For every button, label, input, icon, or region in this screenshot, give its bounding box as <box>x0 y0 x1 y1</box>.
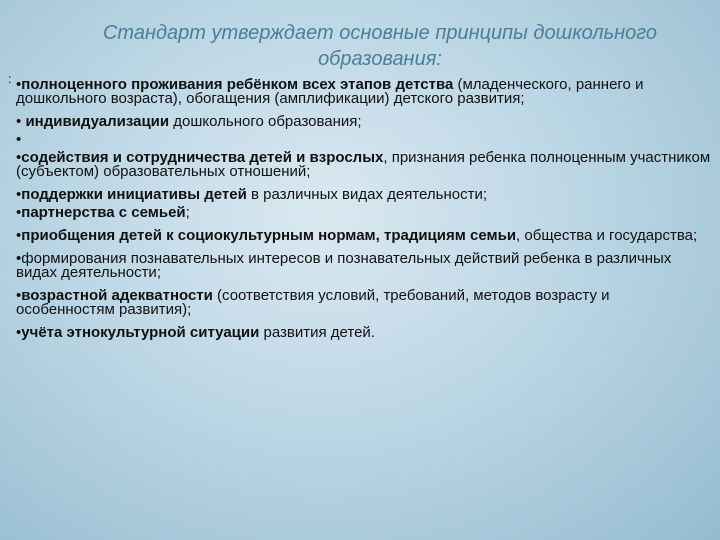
list-item <box>16 206 712 220</box>
item-text: в различных видах деятельности; <box>246 186 488 203</box>
item-text: (младенческого, раннего и дошкольного возраста), обогащения (амплификации) детского развития; <box>16 76 644 107</box>
item-bold: учёта этнокультурной ситуации <box>21 324 260 341</box>
list-item <box>16 289 712 317</box>
principles-list <box>16 78 712 349</box>
item-text: ; <box>185 204 190 221</box>
list-item <box>16 133 712 147</box>
list-item <box>16 115 712 129</box>
list-item <box>16 252 712 280</box>
bullet: • <box>16 186 22 203</box>
list-item <box>16 78 712 106</box>
item-bold: приобщения детей к социокультурным нормам, традициям семьи <box>21 227 517 244</box>
item-text: формирования познавательных интересов и познавательных действий ребенка в различных видах деятельности; <box>16 250 672 281</box>
bullet: • <box>16 287 22 304</box>
item-text: дошкольного образования; <box>169 113 362 130</box>
item-bold: содействия и сотрудничества детей и взрослых <box>21 149 384 166</box>
slide-title: Стандарт утверждает основные принципы дошкольного образования: <box>102 22 658 70</box>
bullet: • <box>16 227 22 244</box>
item-text: , признания ребенка полноценным участником (субъектом) образовательных отношений; <box>16 149 711 180</box>
bullet: • <box>16 250 22 267</box>
item-bold: индивидуализации <box>25 113 170 130</box>
stray-mark: : <box>8 72 12 86</box>
bullet: • <box>16 324 22 341</box>
list-item <box>16 326 712 340</box>
item-text: , общества и государства; <box>516 227 698 244</box>
item-text: (соответствия условий, требований, методов возрасту и особенностям развития); <box>16 287 610 318</box>
item-bold: партнерства с семьей <box>21 204 186 221</box>
list-item <box>16 229 712 243</box>
list-item <box>16 151 712 179</box>
bullet: • <box>16 149 22 166</box>
item-bold: поддержки инициативы детей <box>21 186 247 203</box>
item-bold: полноценного проживания ребёнком всех этапов детства <box>21 76 454 93</box>
bullet: • <box>16 204 22 221</box>
item-bold: возрастной адекватности <box>21 287 213 304</box>
bullet: • <box>16 131 22 148</box>
bullet: • <box>16 76 22 93</box>
list-item <box>16 188 712 202</box>
item-text: развития детей. <box>259 324 375 341</box>
bullet: • <box>16 113 22 130</box>
